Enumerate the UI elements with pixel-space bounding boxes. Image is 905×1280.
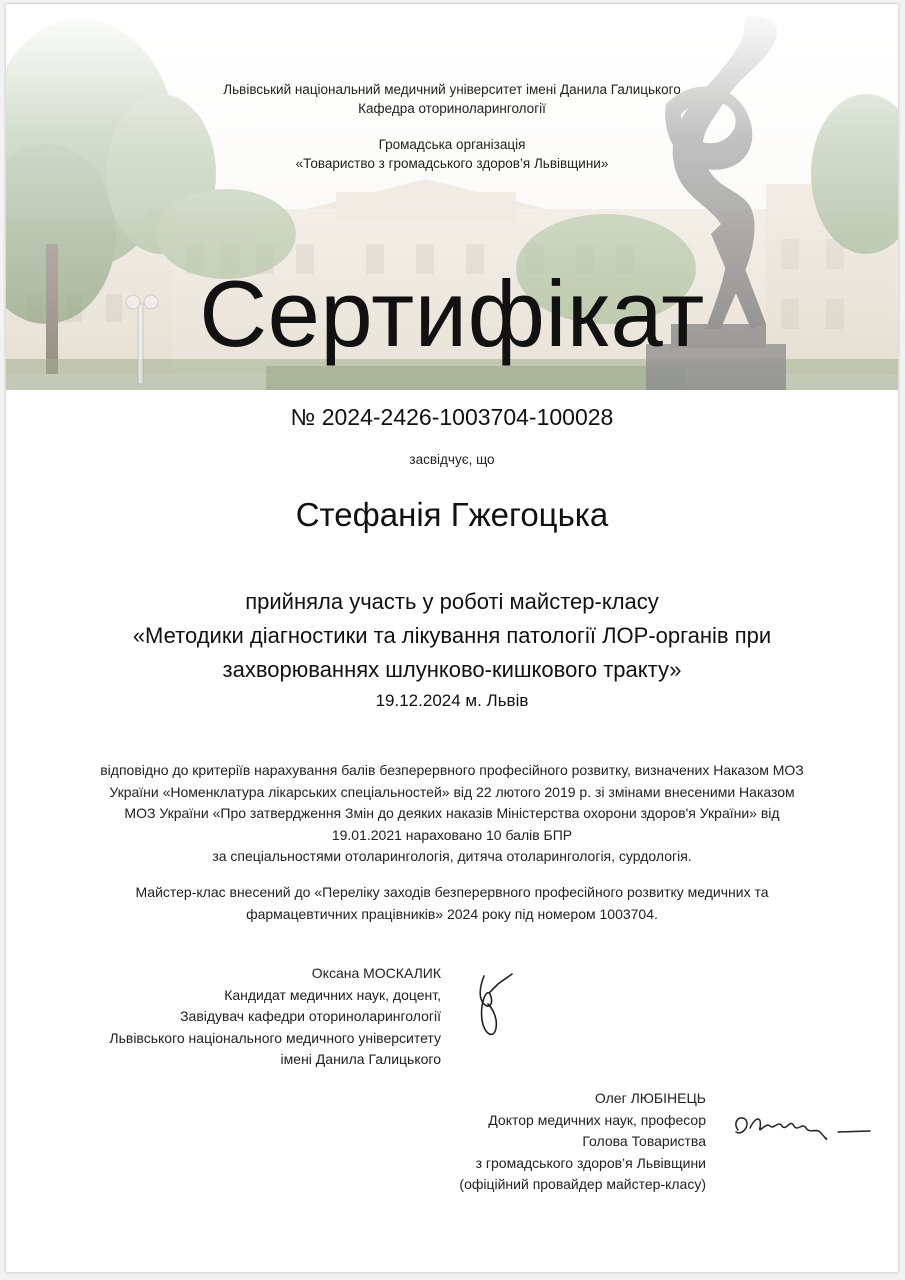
participation-line: прийняла участь у роботі майстер-класу: [245, 589, 659, 614]
legal-line: 19.01.2021 нараховано 10 балів БПР: [331, 826, 573, 843]
masterclass-title-line: «Методики діагностики та лікування патології ЛОР-органів при: [132, 623, 772, 648]
signer-block-head-of-department: [11, 963, 441, 1071]
legal-line: МОЗ України «Про затвердження Змін до деяких наказів Міністерства охорони здоров'я України» від: [124, 805, 780, 821]
certifies-text: засвідчує, що: [409, 452, 495, 467]
organization-name: «Товариство з громадського здоров’я Львівщини»: [295, 156, 609, 171]
legal-line: відповідно до критеріїв нарахування балів безперервного професійного розвитку, визначених Наказом МОЗ: [100, 762, 804, 778]
signer-title: імені Данила Галицького: [280, 1051, 441, 1067]
signer-title: Завідувач кафедри оториноларингології: [180, 1008, 441, 1024]
signature-moskalyk: [466, 964, 526, 1049]
signer-title: Львівського національного медичного університету: [109, 1029, 441, 1046]
legal-line: України «Номенклатура лікарських спеціальностей» від 22 лютого 2019 р. зі змінами внесеними Наказом: [109, 783, 795, 800]
signer-title: Доктор медичних наук, професор: [488, 1111, 706, 1128]
certificate-sheet: [6, 4, 898, 1272]
registry-text: [56, 882, 848, 925]
legal-basis-text: [56, 760, 848, 868]
signer-title: (офіційний провайдер майстер-класу): [459, 1176, 706, 1192]
organization-header: [6, 135, 898, 173]
event-date-place: 19.12.2024 м. Львів: [375, 691, 529, 710]
department-name: Кафедра оториноларингології: [358, 101, 546, 116]
signature-liubinets: [728, 1108, 873, 1153]
university-header: [6, 80, 898, 118]
signer-block-society-head: [276, 1088, 706, 1196]
signer-title: Кандидат медичних наук, доцент,: [224, 986, 441, 1003]
signer-title: Голова Товариства: [582, 1133, 706, 1149]
signer-name: Олег ЛЮБІНЕЦЬ: [594, 1090, 706, 1106]
registry-line: фармацевтичних працівників» 2024 року під номером 1003704.: [246, 905, 658, 922]
masterclass-title-line: захворюваннях шлунково-кишкового тракту»: [222, 657, 682, 682]
recipient-name: Стефанія Гжегоцька: [295, 496, 609, 533]
signer-name: Оксана МОСКАЛИК: [311, 965, 441, 981]
registry-line: Майстер-клас внесений до «Переліку заходів безперервного професійного розвитку медичних та: [135, 884, 769, 900]
participation-statement: [6, 585, 898, 687]
university-name: Львівський національний медичний університет імені Данила Галицького: [223, 82, 681, 97]
certificate-number: № 2024-2426-1003704-100028: [290, 404, 614, 430]
certificate-title: Сертифікат: [199, 261, 705, 366]
legal-line: за спеціальностями отоларингологія, дитяча отоларингологія, сурдологія.: [212, 848, 692, 864]
organization-type: Громадська організація: [378, 137, 526, 152]
signer-title: з громадського здоров’я Львівщини: [475, 1154, 706, 1171]
